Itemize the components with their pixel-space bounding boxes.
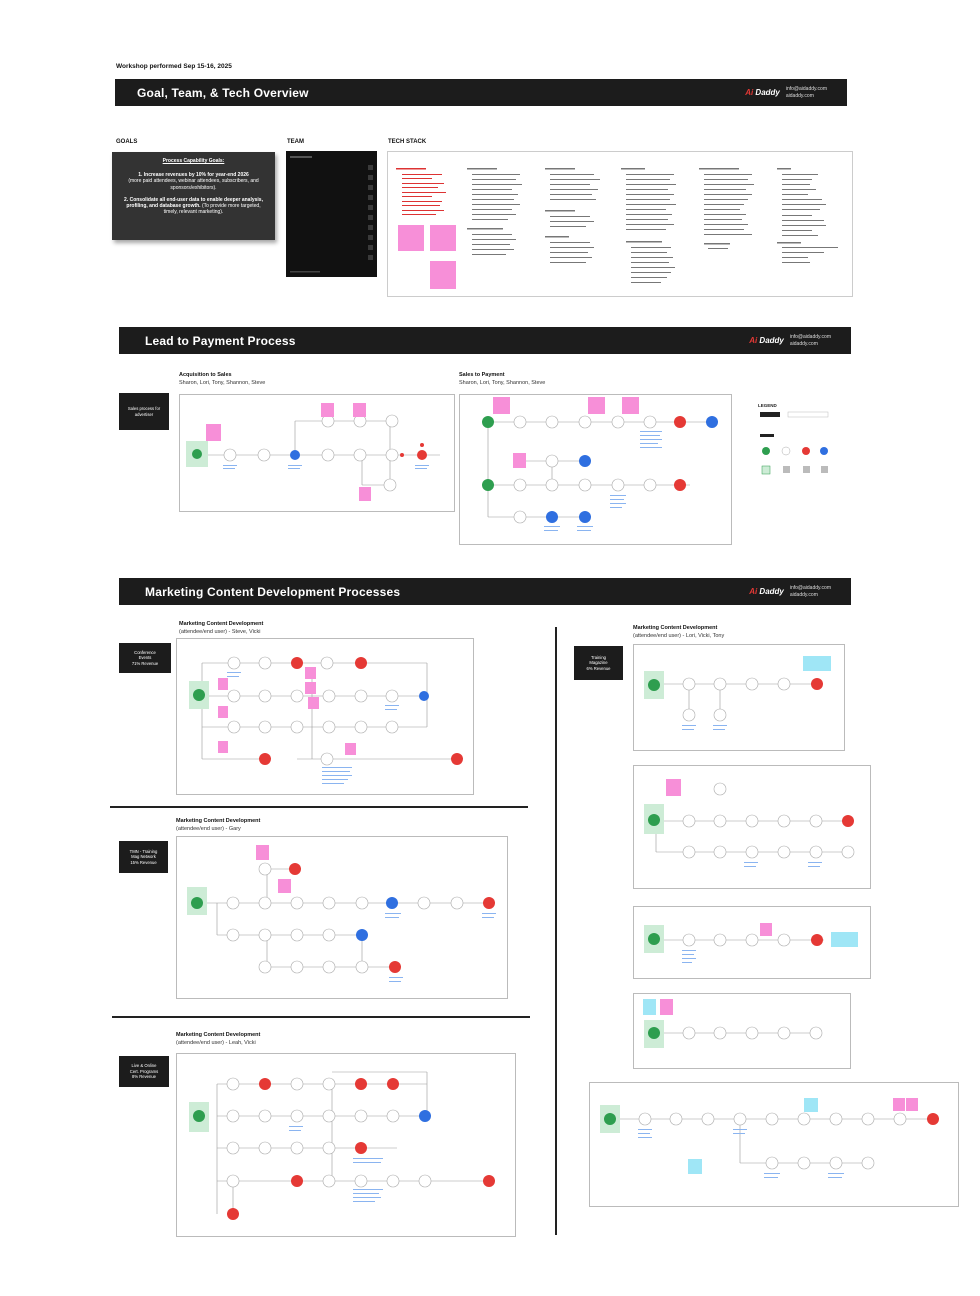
sticky-note-blue: [817, 656, 831, 671]
flow-diagram-tmn: [177, 837, 509, 1000]
brand-logo: Ai Daddy: [749, 336, 784, 345]
sticky-note: [622, 397, 639, 414]
goals-card: [112, 152, 275, 240]
row-divider: [110, 806, 528, 808]
flow-panel-live: [176, 1053, 516, 1237]
diagram-people-tmn: (attendee/end user) - Gary: [176, 826, 241, 832]
brand-block: [745, 86, 827, 99]
workshop-note: Workshop performed Sep 15-16, 2025: [116, 63, 232, 70]
section-title: Goal, Team, & Tech Overview: [137, 85, 309, 100]
sticky-note: [660, 999, 673, 1015]
section-title: Marketing Content Development Processes: [145, 584, 401, 599]
sticky-note: [218, 678, 228, 690]
flow-diagram-payment: [460, 395, 733, 546]
sticky-note-blue: [688, 1159, 702, 1174]
diagram-people-magazine: (attendee/end user) - Lori, Vicki, Tony: [633, 633, 725, 639]
sticky-note-blue: [803, 656, 817, 671]
diagram-people-conference: (attendee/end user) - Steve, Vicki: [179, 629, 261, 635]
sticky-note: [308, 697, 319, 709]
goals-heading: Process Capability Goals:: [162, 158, 225, 164]
process-tag-sales: Sales process for advertiser: [119, 393, 169, 430]
diagram-title-live: Marketing Content Development: [176, 1032, 261, 1038]
goal-2: 2. Consolidate all end-user data to enable deeper analysis, profiling, and database growth. (To provide more targeted, timely, relevant marketing).: [124, 196, 263, 216]
diagram-people-acquisition: Sharon, Lori, Tony, Shannon, Steve: [179, 380, 266, 386]
flow-panel-acquisition: [179, 394, 455, 512]
sticky-note: [278, 879, 291, 893]
tech-stack-columns: [388, 152, 854, 298]
sticky-note: [218, 741, 228, 753]
tech-stack-card: [387, 151, 853, 297]
sticky-note-blue: [831, 932, 858, 947]
process-tag-magazine: Training Magazine 6% Revenue: [574, 646, 623, 680]
team-list-graphic: [286, 151, 377, 277]
brand-contact: info@aidaddy.com aidaddy.com: [785, 86, 827, 99]
sticky-note: [218, 706, 228, 718]
team-label: TEAM: [287, 139, 304, 145]
team-card: [286, 151, 377, 277]
brand-contact: info@aidaddy.com aidaddy.com: [789, 585, 831, 598]
diagram-title-tmn: Marketing Content Development: [176, 818, 261, 824]
section-banner-lead: [119, 327, 851, 354]
sticky-note: [206, 424, 221, 441]
section-title: Lead to Payment Process: [145, 333, 296, 348]
sticky-note: [666, 779, 681, 796]
brand-contact: info@aidaddy.com aidaddy.com: [789, 334, 831, 347]
process-tag-tmn: TMN - Training Mag Network 15% Revenue: [119, 841, 168, 873]
sticky-note: [893, 1098, 905, 1111]
brand-block: [749, 334, 831, 347]
diagram-people-payment: Sharon, Lori, Tony, Shannon, Steve: [459, 380, 546, 386]
diagram-title-acquisition: Acquisition to Sales: [179, 372, 232, 378]
tech-label: TECH STACK: [388, 139, 427, 145]
sticky-note: [588, 397, 605, 414]
row-divider: [112, 1016, 530, 1018]
column-divider: [555, 627, 557, 1235]
section-banner-overview: [115, 79, 847, 106]
flow-diagram-live: [177, 1054, 517, 1238]
brand-block: [749, 585, 831, 598]
diagram-title-magazine: Marketing Content Development: [633, 625, 718, 631]
sticky-note: [305, 667, 316, 679]
sticky-note-blue: [643, 999, 656, 1015]
sticky-note: [305, 682, 316, 694]
sticky-note: [256, 845, 269, 860]
legend-title: LEGEND: [758, 403, 777, 408]
diagram-people-live: (attendee/end user) - Leah, Vicki: [176, 1040, 256, 1046]
legend-graphic: [758, 410, 832, 482]
sticky-note-blue: [804, 1098, 818, 1112]
diagram-title-conference: Marketing Content Development: [179, 621, 264, 627]
goal-1: 1. Increase revenues by 10% for year-end 2026 (more paid attendees, webinar attendees, subscribers, and sponsors/exhibitors).: [128, 172, 259, 191]
legend: [758, 410, 832, 482]
sticky-note: [493, 397, 510, 414]
brand-logo: Ai Daddy: [749, 587, 784, 596]
section-banner-marketing: [119, 578, 851, 605]
sticky-note: [513, 453, 526, 468]
goals-label: GOALS: [116, 139, 138, 145]
sticky-note: [906, 1098, 918, 1111]
flow-diagram-acquisition: [180, 395, 456, 513]
process-tag-live: Live & Online Cert. Programs 8% Revenue: [119, 1056, 169, 1087]
flow-panel-tmn: [176, 836, 508, 999]
brand-logo: Ai Daddy: [745, 88, 780, 97]
sticky-note: [345, 743, 356, 755]
sticky-note: [760, 923, 772, 936]
flow-panel-payment: [459, 394, 732, 545]
diagram-title-payment: Sales to Payment: [459, 372, 505, 378]
process-tag-conference: Conference Events 71% Revenue: [119, 643, 171, 673]
